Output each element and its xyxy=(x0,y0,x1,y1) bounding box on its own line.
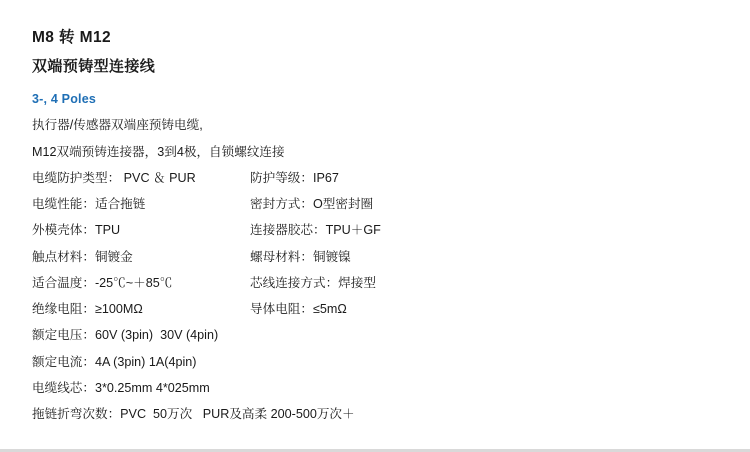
spec-right: 导体电阻：≤5mΩ xyxy=(250,302,347,317)
page-subtitle-cn: 双端预铸型连接线 xyxy=(32,58,156,76)
spec-row xyxy=(32,379,750,397)
spec-row xyxy=(32,143,750,161)
spec-row xyxy=(32,221,750,239)
spec-left: 额定电流：4A (3pin) 1A(4pin) xyxy=(32,354,197,369)
spec-row xyxy=(32,116,750,134)
poles-label: 3-, 4 Poles xyxy=(32,92,97,107)
spec-right: 连接器胶芯：TPU＋GF xyxy=(250,223,381,238)
spec-left: 绝缘电阻：≥100MΩ xyxy=(32,302,143,317)
spec-list xyxy=(32,116,750,423)
spec-left: 拖链折弯次数：PVC 50万次 PUR及高柔 200-500万次＋ xyxy=(32,407,355,422)
spec-right: 密封方式：O型密封圈 xyxy=(250,197,374,212)
spec-left: 额定电压：60V (3pin) 30V (4pin) xyxy=(32,328,219,343)
spec-row xyxy=(32,195,750,213)
spec-left: 电缆线芯：3*0.25mm 4*025mm xyxy=(32,380,210,395)
spec-left: 电缆防护类型： PVC ＆ PUR xyxy=(32,170,196,185)
spec-row xyxy=(32,405,750,423)
spec-row xyxy=(32,248,750,266)
title-block xyxy=(32,26,750,78)
spec-left: 电缆性能：适合拖链 xyxy=(32,197,146,212)
spec-row xyxy=(32,169,750,187)
spec-left: 执行器/传感器双端座预铸电缆, xyxy=(32,118,203,133)
spec-row xyxy=(32,326,750,344)
spec-left: 适合温度：-25℃~＋85℃ xyxy=(32,275,173,290)
spec-row xyxy=(32,353,750,371)
page-title: M8 转 M12 xyxy=(32,29,111,46)
spec-left: 外模壳体：TPU xyxy=(32,223,121,238)
spec-right: 防护等级：IP67 xyxy=(250,170,339,185)
spec-row xyxy=(32,274,750,292)
spec-row xyxy=(32,300,750,318)
spec-right: 芯线连接方式：焊接型 xyxy=(250,275,376,290)
spec-left: 触点材料：铜镀金 xyxy=(32,249,133,264)
spec-right: 螺母材料：铜镀镍 xyxy=(250,249,351,264)
spec-left: M12双端预铸连接器，3到4极，自锁螺纹连接 xyxy=(32,144,285,159)
